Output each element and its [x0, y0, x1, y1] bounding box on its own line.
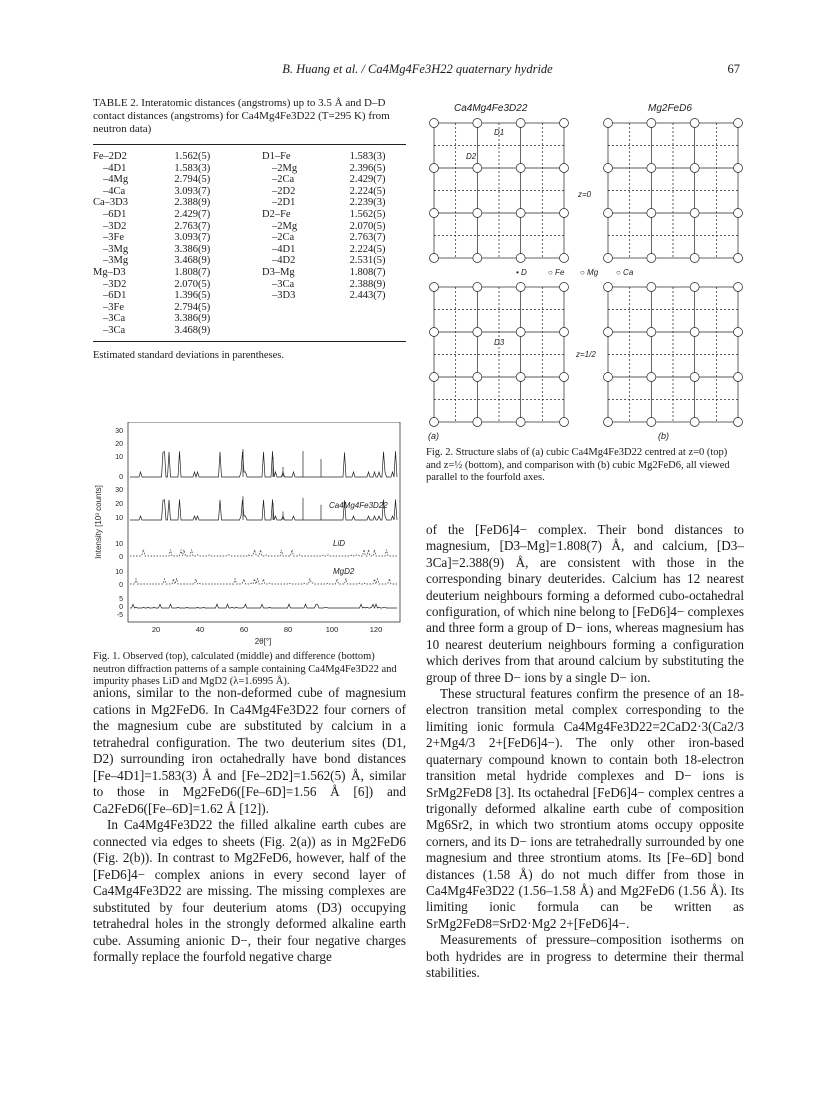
- table-cell: Fe–2D2: [93, 151, 127, 162]
- ytick-mid-30: 30: [115, 487, 123, 494]
- table-cell: 3.093(7): [174, 232, 211, 244]
- grid-b-top-atom: [604, 254, 613, 263]
- ytick-top-20: 20: [115, 441, 123, 448]
- table-cell: 2.763(7): [174, 220, 211, 232]
- table-cell: 2.388(9): [174, 197, 211, 209]
- table-cell: 3.386(9): [174, 243, 211, 255]
- grid-a-bottom-atom: [516, 373, 525, 382]
- grid-b-top-atom: [690, 164, 699, 173]
- table-cell: 1.583(3): [174, 162, 211, 174]
- table-cell: [350, 313, 406, 325]
- figure1: [93, 422, 406, 647]
- fig2-title-a: Ca4Mg4Fe3D22: [454, 103, 528, 114]
- label-z0: z=0: [578, 190, 592, 199]
- table-cell: –3D2: [103, 278, 127, 290]
- grid-b-top-atom: [734, 164, 743, 173]
- grid-b-top-atom: [604, 209, 613, 218]
- figure2: [426, 97, 744, 442]
- running-title: B. Huang et al. / Ca4Mg4Fe3H22 quaternary hydride: [282, 62, 553, 76]
- grid-a-top-atom: [473, 254, 482, 263]
- grid-b-top-atom: [604, 164, 613, 173]
- grid-b-bottom-atom: [647, 283, 656, 292]
- grid-a-top-atom: [430, 119, 439, 128]
- table-cell: D1–Fe: [262, 151, 291, 162]
- grid-b-bottom-atom: [690, 373, 699, 382]
- table-row: [93, 325, 406, 337]
- table-row: [93, 232, 406, 244]
- paragraph-left-1: anions, similar to the non-deformed cube of magnesium cations in Mg2FeD6. In Ca4Mg4Fe3D22 four corners of the magnesium cube are substituted by calcium in a tetrahedral configuration. The two deuterium sites (D1, D2) surrounding iron octahedrally have bond distances [Fe–4D1]=1.583(3) Å and [Fe–2D2]=1.562(5) Å, similar to those in Mg2FeD6([Fe–6D]=1.56 Å [6]) and Ca2FeD6([Fe–6D]=1.62 Å [12]).: [93, 685, 406, 816]
- table-cell: 3.093(7): [174, 185, 211, 197]
- table-cell: D2–Fe: [262, 208, 291, 220]
- xtick-20: 20: [151, 625, 161, 634]
- paragraph-right-1: of the [FeD6]4− complex. Their bond distances to magnesium, [D3–Mg]=1.808(7) Å, and calcium, [D3–3Ca]=2.388(9) Å, are consistent with those in the corresponding binary deuterides. Calcium has 12 nearest deuterium neighbours forming a deformed cubo-octahedral configuration, of which nine belong to [FeD6]4− complexes and three form a group of D− ions, whereas magnesium has 10 nearest deuterium neighbours forming a configuration which derives from that around calcium by substituting the group of three D− ions by a single D− ion.: [426, 522, 745, 685]
- grid-a-top-atom: [430, 254, 439, 263]
- figure2-caption: Fig. 2. Structure slabs of (a) cubic Ca4Mg4Fe3D22 centred at z=0 (top) and z=½ (bottom), and comparison with (b) cubic Mg2FeD6, all viewed parallel to the fourfold axes.: [426, 447, 730, 483]
- table-cell: [350, 302, 406, 314]
- table-row: [93, 163, 406, 175]
- table-cell: 2.531(5): [349, 255, 386, 267]
- table-cell: –4D2: [272, 255, 296, 267]
- table-cell: –2D1: [272, 197, 296, 209]
- legend-d: • D: [516, 268, 527, 277]
- grid-a-bottom-atom: [430, 418, 439, 427]
- ytick-top-30: 30: [115, 428, 123, 435]
- ytick-diff-0: 0: [119, 604, 123, 611]
- table-cell: 1.583(3): [349, 151, 386, 162]
- grid-a-top-atom: [516, 164, 525, 173]
- grid-a-top-atom: [560, 119, 569, 128]
- ytick-mid-10: 10: [115, 515, 123, 522]
- grid-a-top-atom: [516, 209, 525, 218]
- label-mgd2: MgD2: [333, 567, 355, 576]
- site-label-d3: D3: [494, 338, 505, 347]
- table-cell: –4D1: [103, 162, 127, 174]
- table-row: [93, 174, 406, 186]
- page-number: 67: [727, 62, 740, 76]
- grid-b-bottom-atom: [647, 328, 656, 337]
- grid-b-top-atom: [734, 119, 743, 128]
- site-label-d1: D1: [494, 128, 505, 137]
- table-cell: –6D1: [103, 290, 127, 302]
- grid-b-bottom-atom: [647, 418, 656, 427]
- grid-b-bottom-atom: [734, 373, 743, 382]
- grid-a-top-atom: [560, 209, 569, 218]
- grid-b-top-atom: [604, 119, 613, 128]
- grid-b-top-atom: [647, 209, 656, 218]
- body-text-left: [93, 685, 406, 966]
- yaxis-label: Intensity [10³ counts]: [94, 485, 103, 559]
- ytick-lid-10: 10: [115, 541, 123, 548]
- table-cell: 2.794(5): [174, 174, 211, 186]
- table-cell: –3D3: [272, 290, 296, 302]
- grid-a-bottom-atom: [560, 283, 569, 292]
- body-text-right: [426, 522, 744, 981]
- grid-a-bottom-atom: [430, 283, 439, 292]
- table-cell: 2.429(7): [174, 208, 211, 220]
- grid-b-top-atom: [734, 254, 743, 263]
- table-cell: 1.562(5): [349, 208, 386, 220]
- grid-a-top-atom: [430, 209, 439, 218]
- table-cell: –3Fe: [103, 301, 124, 313]
- grid-a-bottom-atom: [516, 283, 525, 292]
- table-cell: –3D2: [103, 220, 127, 232]
- table-cell: 3.386(9): [174, 313, 211, 325]
- table-row: [93, 244, 406, 256]
- table-cell: –4D1: [272, 243, 296, 255]
- table-cell: –2Ca: [272, 174, 295, 186]
- grid-a-bottom-atom: [560, 328, 569, 337]
- table-row: [93, 221, 406, 233]
- table-row: [93, 279, 406, 291]
- grid-b-bottom-atom: [734, 418, 743, 427]
- table-cell: –3Ca: [272, 278, 295, 290]
- grid-a-bottom-atom: [560, 373, 569, 382]
- table-row: [93, 302, 406, 314]
- grid-b-bottom-atom: [690, 418, 699, 427]
- table-cell: [262, 302, 350, 314]
- running-header: [95, 62, 740, 82]
- grid-b-bottom-atom: [604, 418, 613, 427]
- site-label-d2: D2: [466, 152, 477, 161]
- ytick-top-0: 0: [119, 474, 123, 481]
- table-cell: 1.562(5): [174, 151, 211, 162]
- table-cell: 2.239(3): [349, 197, 386, 209]
- table-cell: 2.429(7): [349, 174, 386, 186]
- diffraction-plot: [93, 422, 406, 647]
- grid-a-bottom-atom: [516, 328, 525, 337]
- structure-diagram: [426, 97, 744, 442]
- legend-fe: ○ Fe: [548, 268, 565, 277]
- table-cell: 2.070(5): [174, 278, 211, 290]
- ytick-lid-0: 0: [119, 554, 123, 561]
- table-cell: –3Mg: [103, 255, 129, 267]
- ytick-mgd2-10: 10: [115, 569, 123, 576]
- grid-a-top-atom: [473, 209, 482, 218]
- table-cell: 2.763(7): [349, 232, 386, 244]
- table-cell: 2.396(5): [349, 162, 386, 174]
- table-cell: 2.224(5): [349, 185, 386, 197]
- table-cell: –3Ca: [103, 324, 126, 336]
- grid-b-bottom-atom: [690, 328, 699, 337]
- ytick-mgd2-0: 0: [119, 582, 123, 589]
- paragraph-left-2: In Ca4Mg4Fe3D22 the filled alkaline earth cubes are connected via edges to sheets (Fig. 2(a)) as in Mg2FeD6 (Fig. 2(b)). In contrast to Mg2FeD6, however, half of the [FeD6]4− complex anions in every second layer of Ca4Mg4Fe3D22 are missing. The missing complexes are substituted by four deuterium atoms (D3) occupying tetrahedral holes in the strongly deformed alkaline earth cube. Assuming anionic D−, their four negative charges formally replace the fourfold negative charge: [93, 817, 406, 964]
- trace-lid: [130, 550, 397, 557]
- table-cell: 1.396(5): [174, 290, 211, 302]
- grid-a-top-atom: [516, 119, 525, 128]
- trace-mgd2: [130, 579, 397, 584]
- ytick-mid-20: 20: [115, 501, 123, 508]
- panel-label-a: (a): [428, 431, 439, 441]
- xtick-80: 80: [283, 625, 293, 634]
- table-row: [93, 290, 406, 302]
- grid-b-bottom-atom: [604, 283, 613, 292]
- grid-b-top-atom: [690, 254, 699, 263]
- grid-b-bottom-atom: [734, 283, 743, 292]
- table-cell: 3.468(9): [174, 324, 211, 336]
- panel-label-b: (b): [658, 431, 669, 441]
- table-cell: D3–Mg: [262, 266, 295, 278]
- table-cell: 1.808(7): [174, 266, 211, 278]
- table-cell: 2.388(9): [349, 278, 386, 290]
- table-row: [93, 267, 406, 279]
- table-cell: –2Mg: [272, 220, 298, 232]
- table-cell: Mg–D3: [93, 266, 126, 278]
- trace-observed: [130, 451, 397, 477]
- trace-difference: [130, 604, 397, 608]
- grid-a-top-atom: [473, 119, 482, 128]
- grid-a-top-atom: [516, 254, 525, 263]
- grid-a-bottom-atom: [430, 373, 439, 382]
- legend-mg: ○ Mg: [580, 268, 599, 277]
- grid-a-top-atom: [473, 164, 482, 173]
- grid-a-top-atom: [560, 164, 569, 173]
- grid-b-bottom-atom: [647, 373, 656, 382]
- table-cell: 2.443(7): [349, 290, 386, 302]
- table-cell: 1.808(7): [349, 266, 386, 278]
- grid-b-bottom-atom: [604, 373, 613, 382]
- table-cell: [262, 325, 350, 337]
- grid-b-top-atom: [647, 119, 656, 128]
- grid-a-top-atom: [430, 164, 439, 173]
- grid-b-top-atom: [647, 254, 656, 263]
- table-cell: 3.468(9): [174, 255, 211, 267]
- grid-a-bottom-atom: [430, 328, 439, 337]
- ytick-diff-5: 5: [119, 596, 123, 603]
- ytick-diff-m5: -5: [116, 612, 123, 619]
- paragraph-right-2: These structural features confirm the presence of an 18-electron transition metal complex corresponding to the limiting ionic formula Ca4Mg4Fe3D22=2CaD2·3(Ca2/3 2+Mg4/3 2+[FeD6]4−). The only other iron-based quaternary compound known to contain both 18-electron transition metal hydride complexes and D− ions is SrMg2FeD8 [3]. Its octahedral [FeD6]4− complex centres a trigonally deformed alkaline earth cube of composition Mg6Sr2, in which two strontium atoms occupy opposite corners, and its D− ions are tetrahedrally surrounded by one magnesium and three strontium atoms. Its [Fe–6D] bond distances (1.58 Å) do not much differ from those in Ca4Mg4Fe3D22 (1.56–1.58 Å) and Mg2FeD6 (1.56 Å). Its limiting ionic formula can be written as SrMg2FeD8=SrD2·Mg2 2+[FeD6]4−.: [426, 686, 744, 931]
- grid-b-bottom-atom: [690, 283, 699, 292]
- table-rule-top: [93, 144, 406, 145]
- figure1-caption: Fig. 1. Observed (top), calculated (middle) and difference (bottom) neutron diffraction patterns of a sample containing Ca4Mg4Fe3D22 and impurity phases LiD and MgD2 (λ=1.6995 Å).: [93, 651, 397, 687]
- grid-a-bottom-atom: [473, 373, 482, 382]
- table-cell: [350, 325, 406, 337]
- table-cell: –2D2: [272, 185, 296, 197]
- table2-block: [93, 97, 406, 361]
- table-cell: –2Mg: [272, 162, 298, 174]
- grid-a-bottom-atom: [473, 418, 482, 427]
- grid-b-bottom-atom: [604, 328, 613, 337]
- label-zhalf: z=1/2: [576, 350, 596, 359]
- distance-table: [93, 151, 406, 337]
- xtick-40: 40: [195, 625, 205, 634]
- paragraph-right-3: Measurements of pressure–composition isotherms on both hydrides are in progress to determine their thermal stabilities.: [426, 932, 744, 980]
- table-cell: 2.224(5): [349, 243, 386, 255]
- grid-b-top-atom: [690, 209, 699, 218]
- table-cell: Ca–3D3: [93, 197, 128, 209]
- label-main-phase: Ca4Mg4Fe3D22: [329, 501, 388, 510]
- xaxis-label: 2θ[°]: [254, 637, 272, 646]
- table-cell: 2.070(5): [349, 220, 386, 232]
- grid-a-bottom-atom: [516, 418, 525, 427]
- grid-b-top-atom: [734, 209, 743, 218]
- grid-b-top-atom: [647, 164, 656, 173]
- table-cell: –2Ca: [272, 232, 295, 244]
- ytick-top-10: 10: [115, 454, 123, 461]
- table2-note: Estimated standard deviations in parentheses.: [93, 349, 284, 361]
- label-lid: LiD: [333, 539, 346, 548]
- table-cell: –6D1: [103, 208, 127, 220]
- table-row: [93, 186, 406, 198]
- legend-ca: ○ Ca: [616, 268, 634, 277]
- table-row: [93, 151, 406, 163]
- xtick-120: 120: [369, 625, 383, 634]
- xtick-100: 100: [325, 625, 339, 634]
- table-row: [93, 209, 406, 221]
- grid-b-bottom-atom: [734, 328, 743, 337]
- xtick-60: 60: [239, 625, 249, 634]
- grid-a-bottom-atom: [473, 328, 482, 337]
- table-cell: –4Mg: [103, 174, 129, 186]
- grid-b-top-atom: [690, 119, 699, 128]
- grid-a-bottom-atom: [473, 283, 482, 292]
- table-rule-bottom: [93, 341, 406, 342]
- table-row: [93, 255, 406, 267]
- table2-caption: TABLE 2. Interatomic distances (angstroms) up to 3.5 Å and D–D contact distances (angstroms) for Ca4Mg4Fe3D22 (T=295 K) from neutron data): [93, 97, 390, 135]
- table-row: [93, 313, 406, 325]
- table-cell: [262, 313, 350, 325]
- fig2-title-b: Mg2FeD6: [648, 103, 692, 114]
- table-cell: –3Fe: [103, 232, 124, 244]
- grid-a-top-atom: [560, 254, 569, 263]
- table-row: [93, 197, 406, 209]
- table-cell: –4Ca: [103, 185, 126, 197]
- table-cell: –3Mg: [103, 243, 129, 255]
- table-cell: –3Ca: [103, 313, 126, 325]
- table-cell: 2.794(5): [174, 301, 211, 313]
- grid-a-bottom-atom: [560, 418, 569, 427]
